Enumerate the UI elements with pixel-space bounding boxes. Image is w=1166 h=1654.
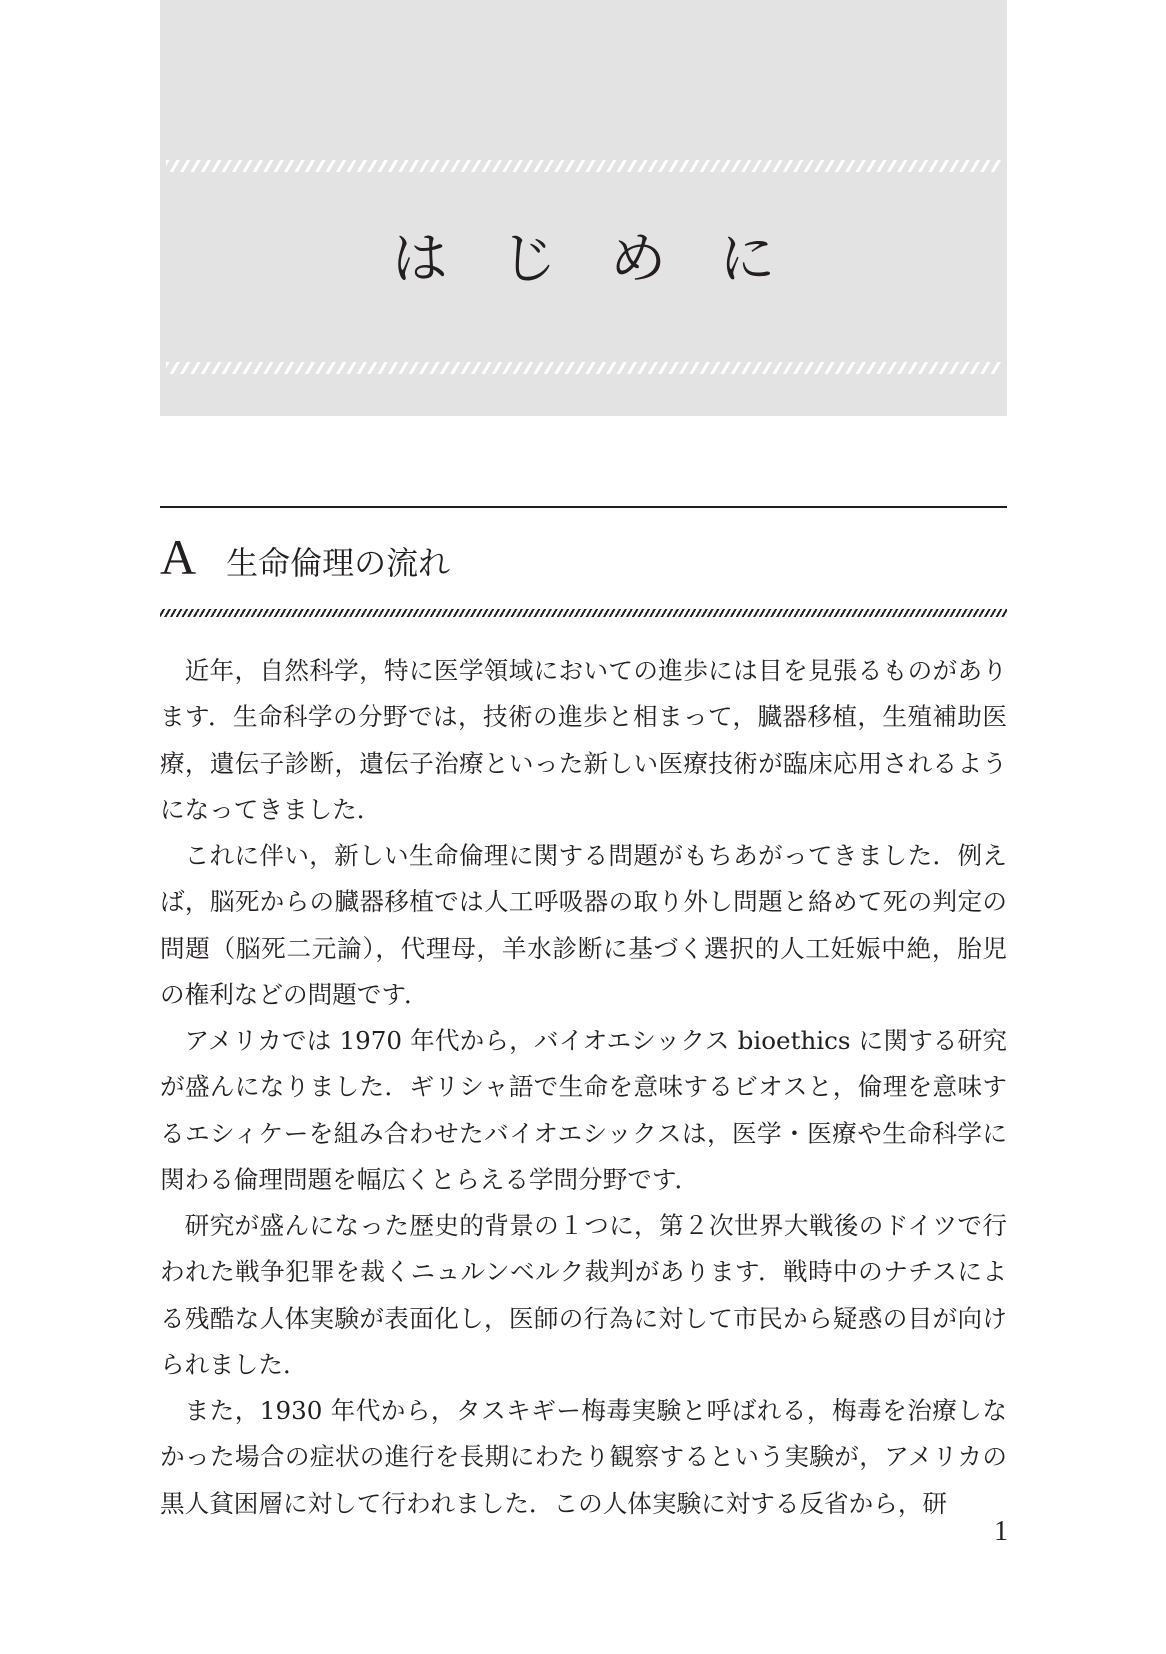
paragraph: 研究が盛んになった歴史的背景の１つに，第２次世界大戦後のドイツで行われた戦争犯罪を裁くニュルンベルク裁判があります．戦時中のナチスによる残酷な人体実験が表面化し，医師の行為に対して市民から疑惑の目が向けられました． (160, 1211, 1007, 1379)
chapter-title: はじめに (391, 227, 829, 292)
section-top-rule (160, 506, 1007, 508)
page-number: 1 (994, 1516, 1008, 1547)
section-hatch-rule (160, 609, 1007, 617)
decorative-hatch-top (166, 160, 1001, 172)
section-title: 生命倫理の流れ (226, 544, 451, 582)
paragraph: また，1930 年代から，タスキギー梅毒実験と呼ばれる，梅毒を治療しなかった場合の症状の進行を長期にわたり観察するという実験が，アメリカの黒人貧困層に対して行われました．この人体実験に対する反省から，研 (160, 1396, 1007, 1518)
paragraph: これに伴い，新しい生命倫理に関する問題がもちあがってきました．例えば，脳死からの臓器移植では人工呼吸器の取り外し問題と絡めて死の判定の問題（脳死二元論），代理母，羊水診断に基づく選択的人工妊娠中絶，胎児の権利などの問題です． (160, 841, 1007, 1009)
section-heading (160, 529, 451, 592)
paragraph: 近年，自然科学，特に医学領域においての進歩には目を見張るものがあります．生命科学の分野では，技術の進歩と相まって，臓器移植，生殖補助医療，遺伝子診断，遺伝子治療といった新しい医療技術が臨床応用されるようになってきました． (160, 656, 1007, 824)
decorative-hatch-bottom (166, 362, 1001, 374)
section-letter: A (160, 529, 197, 585)
body-text (160, 648, 1007, 1527)
paragraph: アメリカでは 1970 年代から，バイオエシックス bioethics に関する研究が盛んになりました．ギリシャ語で生命を意味するビオスと，倫理を意味するエシィケーを組み合わせたバイオエシックスは，医学・医療や生命科学に関わる倫理問題を幅広くとらえる学問分野です． (160, 1026, 1007, 1194)
chapter-title-band (160, 0, 1007, 416)
